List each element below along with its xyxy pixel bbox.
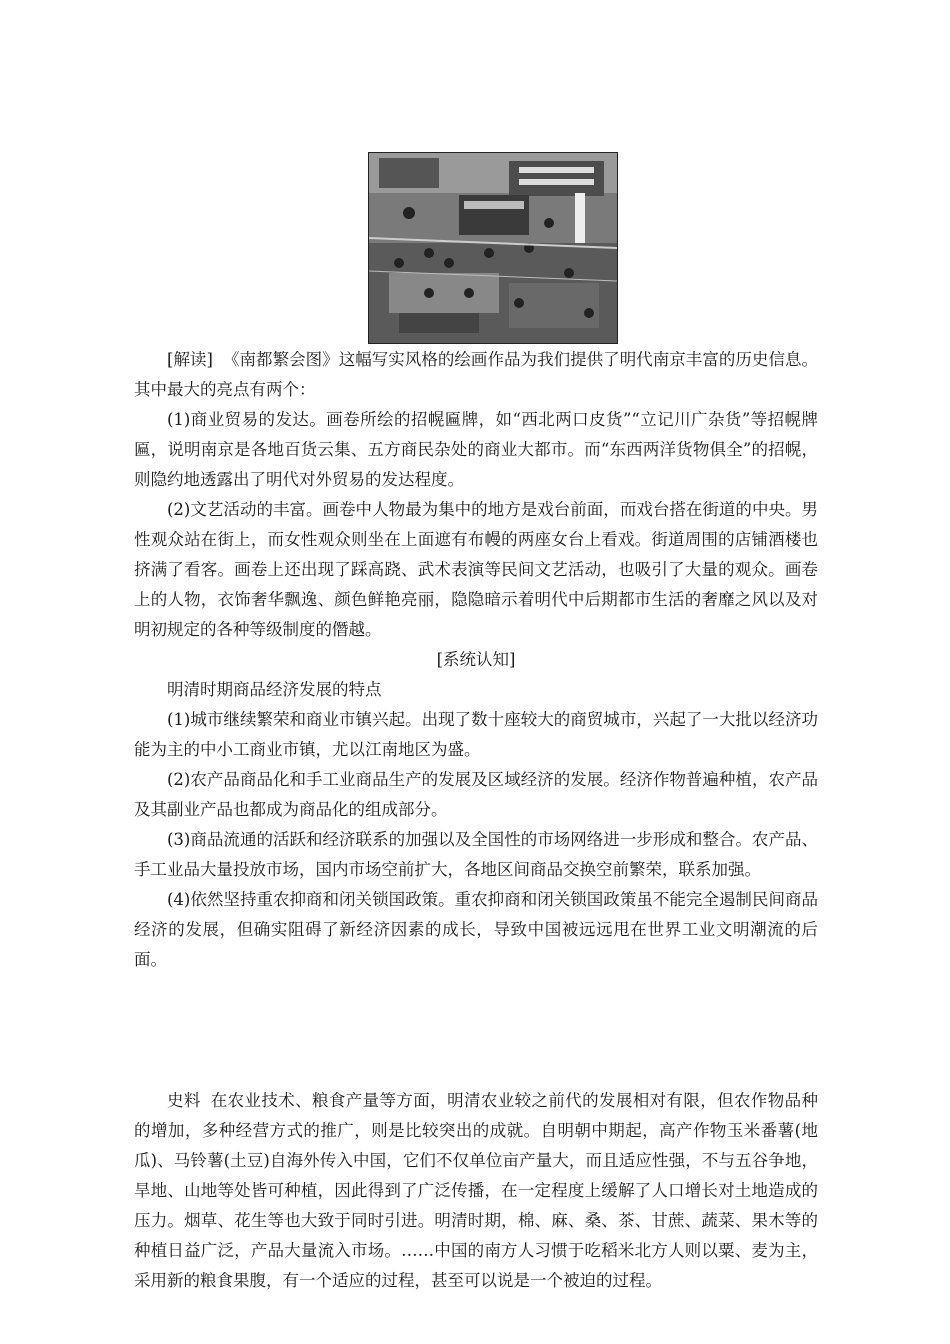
system-subtitle: 明清时期商品经济发展的特点	[167, 680, 382, 699]
system-heading: [系统认知]	[436, 650, 516, 669]
main-text	[134, 345, 818, 975]
system-item-3: (3)商品流通的活跃和经济联系的加强以及全国性的市场网络进一步形成和整合。农产品、手工业品大量投放市场，国内市场空前扩大，各地区间商品交换空前繁荣，联系加强。	[134, 830, 818, 879]
system-item-4: (4)依然坚持重农抑商和闭关锁国政策。重农抑商和闭关锁国政策虽不能完全遏制民间商品经济的发展，但确实阻碍了新经济因素的成长，导致中国被远远甩在世界工业文明潮流的后面。	[134, 890, 818, 969]
interpretation-point-1: (1)商业贸易的发达。画卷所绘的招幌匾牌，如“西北两口皮货”“立记川广杂货”等招幌牌匾，说明南京是各地百货云集、五方商民杂处的商业大都市。而“东西两洋货物俱全”的招幌，则隐约地透露出了明代对外贸易的发达程度。	[134, 410, 818, 489]
nandu-fanhui-painting	[368, 152, 618, 344]
source-label: 史料	[167, 1091, 201, 1110]
system-item-2: (2)农产品商品化和手工业商品生产的发展及区域经济的发展。经济作物普遍种植，农产品及其副业产品也都成为商品化的组成部分。	[134, 770, 818, 819]
source-paragraph-block	[134, 1086, 818, 1296]
painting-illustration	[369, 153, 617, 343]
interpretation-label: [解读]	[167, 350, 213, 369]
source-body: 在农业技术、粮食产量等方面，明清农业较之前代的发展相对有限，但农作物品种的增加，多种经营方式的推广，则是比较突出的成就。自明朝中期起，高产作物玉米番薯(地瓜)、马铃薯(土豆)自海外传入中国，它们不仅单位亩产量大，而且适应性强，不与五谷争地，旱地、山地等处皆可种植，因此得到了广泛传播，在一定程度上缓解了人口增长对土地造成的压力。烟草、花生等也大致于同时引进。明清时期，棉、麻、桑、茶、甘蔗、蔬菜、果木等的种植日益广泛，产品大量流入市场。……中国的南方人习惯于吃稻米北方人则以粟、麦为主，采用新的粮食果腹，有一个适应的过程，甚至可以说是一个被迫的过程。	[134, 1091, 819, 1290]
interpretation-point-2: (2)文艺活动的丰富。画卷中人物最为集中的地方是戏台前面，而戏台搭在街道的中央。男性观众站在街上，而女性观众则坐在上面遮有布幔的两座女台上看戏。街道周围的店铺酒楼也挤满了看客。画卷上还出现了踩高跷、武术表演等民间文艺活动，也吸引了大量的观众。画卷上的人物，衣饰奢华飘逸、颜色鲜艳亮丽，隐隐暗示着明代中后期都市生活的奢靡之风以及对明初规定的各种等级制度的僭越。	[134, 500, 818, 639]
system-item-1: (1)城市继续繁荣和商业市镇兴起。出现了数十座较大的商贸城市，兴起了一大批以经济功能为主的中小工商业市镇，尤以江南地区为盛。	[134, 710, 818, 759]
interpretation-intro	[134, 345, 818, 405]
interpretation-intro-text: 《南都繁会图》这幅写实风格的绘画作品为我们提供了明代南京丰富的历史信息。其中最大的亮点有两个：	[134, 350, 819, 399]
source-paragraph	[134, 1086, 818, 1296]
